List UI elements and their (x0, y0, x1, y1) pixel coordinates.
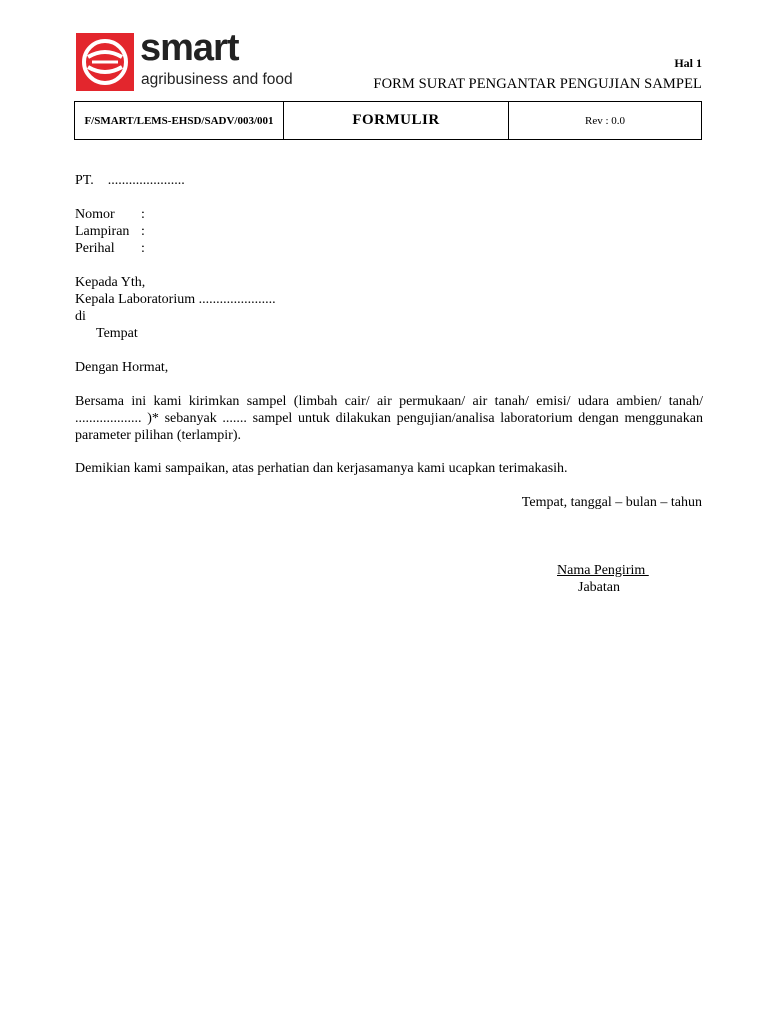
field-separator: : (141, 241, 145, 256)
recipient-place: Tempat (96, 326, 138, 341)
sender-title: Jabatan (578, 580, 620, 595)
body-paragraph-1: Bersama ini kami kirimkan sampel (limbah cair/ air permukaan/ air tanah/ emisi/ udara ambien/ tanah/ ................... )* sebanyak ....... sampel untuk dilakukan pengujian/analisa laboratorium dengan menggunakan parameter pilihan (terlampir). (75, 394, 703, 443)
brand-tagline: agribusiness and food (141, 71, 293, 88)
revision-number: Rev : 0.0 (509, 102, 702, 140)
company-logo (76, 27, 316, 91)
field-label: Perihal (75, 241, 115, 256)
form-title: FORM SURAT PENGANTAR PENGUJIAN SAMPEL (373, 76, 702, 92)
body-paragraph-2: Demikian kami sampaikan, atas perhatian dan kerjasamanya kami ucapkan terimakasih. (75, 461, 568, 476)
smart-logo-icon (76, 33, 134, 91)
greeting: Dengan Hormat, (75, 360, 169, 375)
recipient-at: di (75, 309, 86, 324)
field-label: Nomor (75, 207, 115, 222)
recipient-salutation: Kepada Yth, (75, 275, 146, 290)
field-lampiran (75, 224, 145, 240)
document-code: F/SMART/LEMS-EHSD/SADV/003/001 (75, 102, 284, 140)
recipient-name: Kepala Laboratorium ...................... (75, 292, 276, 307)
document-type: FORMULIR (284, 102, 509, 140)
document-code-table (74, 101, 702, 140)
sender-name: Nama Pengirim (557, 563, 649, 578)
field-separator: : (141, 207, 145, 222)
brand-name: smart (140, 27, 239, 69)
place-date: Tempat, tanggal – bulan – tahun (521, 495, 702, 510)
field-separator: : (141, 224, 145, 239)
field-perihal (75, 241, 145, 257)
page-number: Hal 1 (674, 56, 702, 70)
field-label: Lampiran (75, 224, 130, 239)
field-nomor (75, 207, 145, 223)
company-line: PT. ...................... (75, 173, 185, 188)
